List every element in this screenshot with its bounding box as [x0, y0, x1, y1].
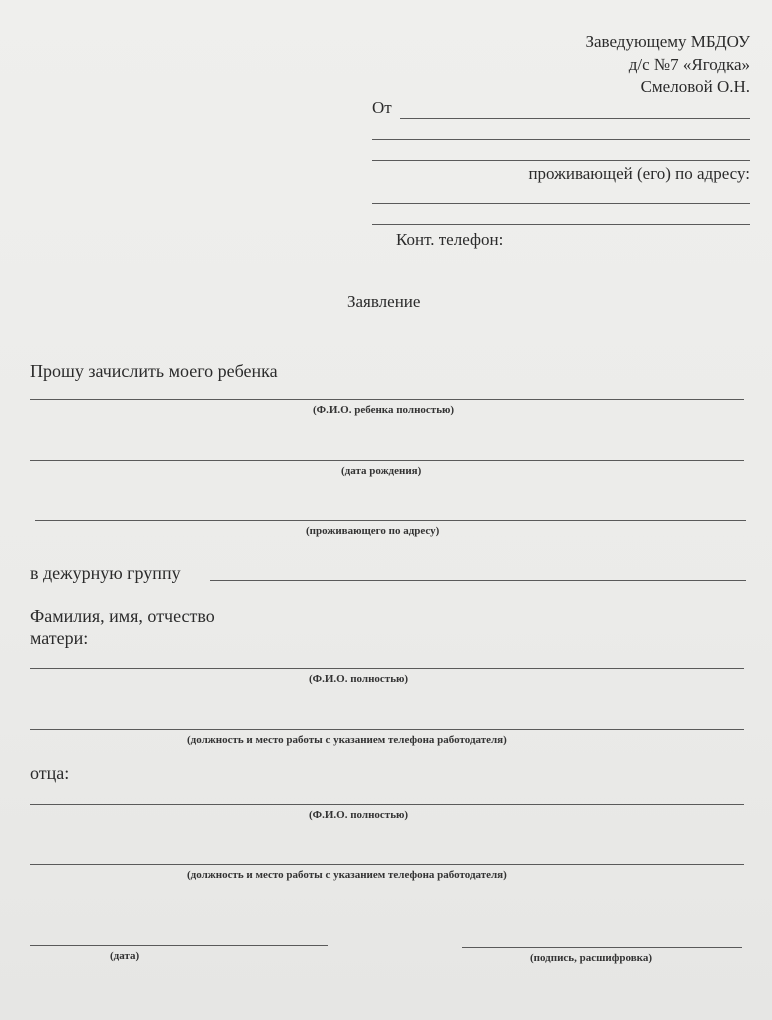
mother-name-line[interactable]	[30, 668, 744, 669]
father-label: отца:	[30, 763, 70, 783]
group-label: в дежурную группу	[30, 563, 181, 583]
birth-date-caption: (дата рождения)	[341, 465, 422, 477]
father-job-line[interactable]	[30, 864, 744, 865]
from-blank-line-1[interactable]	[400, 118, 750, 119]
mother-label-line-1: Фамилия, имя, отчество	[30, 606, 215, 626]
mother-label-line-2: матери:	[30, 628, 89, 648]
from-blank-line-3[interactable]	[372, 160, 750, 161]
father-job-caption: (должность и место работы с указанием телефона работодателя)	[187, 869, 507, 881]
signature-line[interactable]	[462, 947, 742, 948]
birth-date-line[interactable]	[30, 460, 744, 461]
father-name-caption: (Ф.И.О. полностью)	[309, 809, 409, 821]
addressee-line-3: Смеловой О.Н.	[640, 77, 750, 96]
father-name-line[interactable]	[30, 804, 744, 805]
address-blank-line-1[interactable]	[372, 203, 750, 204]
child-address-caption: (проживающего по адресу)	[306, 525, 440, 537]
addressee-line-1: Заведующему МБДОУ	[585, 32, 750, 51]
phone-label: Конт. телефон:	[396, 230, 504, 249]
child-name-line[interactable]	[30, 399, 744, 400]
mother-job-line[interactable]	[30, 729, 744, 730]
mother-name-caption: (Ф.И.О. полностью)	[309, 673, 409, 685]
addressee-line-2: д/с №7 «Ягодка»	[628, 55, 750, 74]
from-label: От	[372, 98, 392, 117]
mother-job-caption: (должность и место работы с указанием телефона работодателя)	[187, 734, 507, 746]
date-caption: (дата)	[110, 950, 140, 962]
group-line[interactable]	[210, 580, 746, 581]
date-line[interactable]	[30, 945, 328, 946]
child-address-line[interactable]	[35, 520, 746, 521]
signature-caption: (подпись, расшифровка)	[530, 952, 652, 964]
document-title: Заявление	[347, 292, 421, 311]
child-name-caption: (Ф.И.О. ребенка полностью)	[313, 404, 455, 416]
address-blank-line-2[interactable]	[372, 224, 750, 225]
from-blank-line-2[interactable]	[372, 139, 750, 140]
address-label: проживающей (его) по адресу:	[528, 164, 750, 183]
request-text: Прошу зачислить моего ребенка	[30, 361, 278, 381]
